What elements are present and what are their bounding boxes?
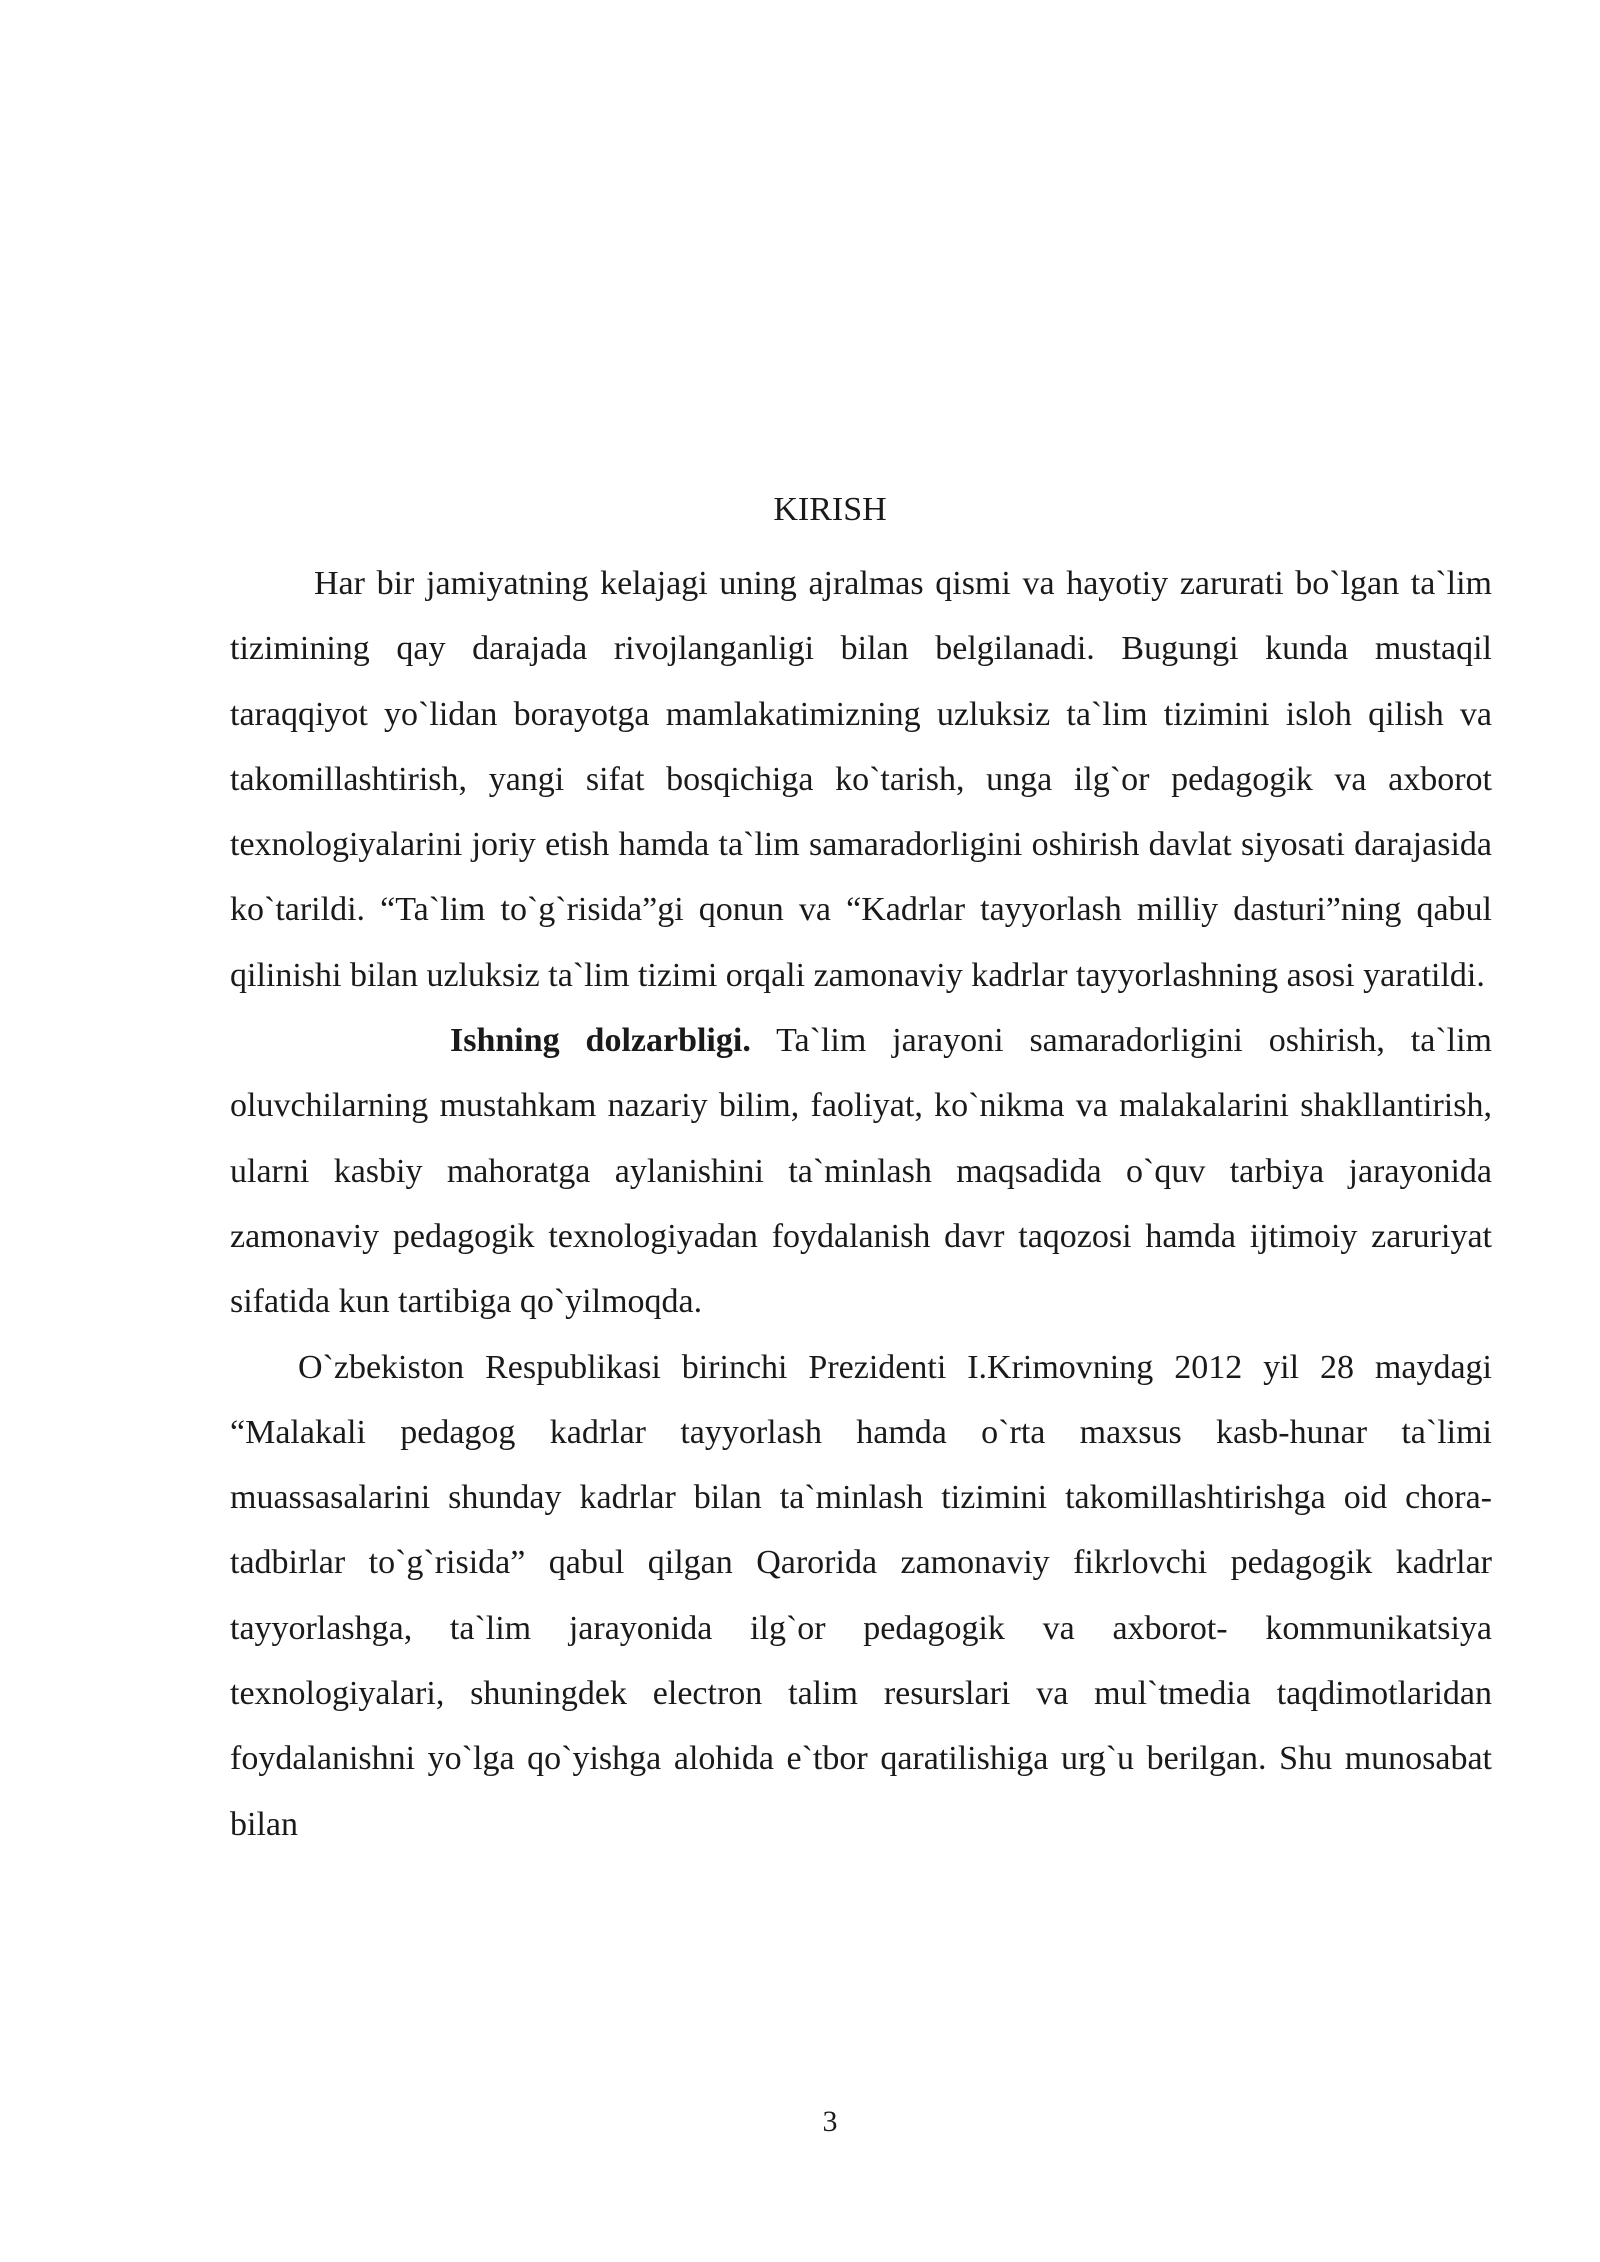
relevance-lead: Ishning dolzarbligi.: [450, 1022, 751, 1060]
relevance-text: Ta`lim jarayoni samaradorligini oshirish, ta`lim oluvchilarning mustahkam nazariy bilim, faoliyat, ko`nikma va malakalarini shakllantirish, ularni kasbiy mahoratga aylanishini ta`minlash maqsadida o`quv tarbiya jarayonida zamonaviy pedagogik texnologiyadan foydalanish davr taqozosi hamda ijtimoiy zaruriyat sifatida kun tartibiga qo`yilmoqda.: [230, 1022, 1493, 1321]
page-number: 3: [822, 2105, 838, 2138]
paragraph-introduction: Har bir jamiyatning kelajagi uning ajralmas qismi va hayotiy zarurati bo`lgan ta`lim tizimining qay darajada rivojlanganligi bilan belgilanadi. Bugungi kunda mustaqil taraqqiyot yo`lidan borayotga mamlakatimizning uzluksiz ta`lim tizimini isloh qilish va takomillashtirish, yangi sifat bosqichiga ko`tarish, unga ilg`or pedagogik va axborot texnologiyalarini joriy etish hamda ta`lim samaradorligini oshirish davlat siyosati darajasida ko`tarildi. “Ta`lim to`g`risida”gi qonun va “Kadrlar tayyorlash milliy dasturi”ning qabul qilinishi bilan uzluksiz ta`lim tizimi orqali zamonaviy kadrlar tayyorlashning asosi yaratildi.: [230, 565, 1492, 994]
body-text: [230, 551, 1492, 1857]
paragraph-relevance: [230, 1008, 1492, 1334]
paragraph-decree: O`zbekiston Respublikasi birinchi Prezidenti I.Krimovning 2012 yil 28 maydagi “Malakali pedagog kadrlar tayyorlash hamda o`rta maxsus kasb-hunar ta`limi muassasalarini shunday kadrlar bilan ta`minlash tizimini takomillashtirishga oid chora-tadbirlar to`g`risida” qabul qilgan Qarorida zamonaviy fikrlovchi pedagogik kadrlar tayyorlashga, ta`lim jarayonida ilg`or pedagogik va axborot- kommunikatsiya texnologiyalari, shuningdek electron talim resurslari va mul`tmedia taqdimotlaridan foydalanishni yo`lga qo`yishga alohida e`tbor qaratilishiga urg`u berilgan. Shu munosabat bilan: [230, 1348, 1492, 1843]
section-heading: KIRISH: [773, 491, 887, 528]
